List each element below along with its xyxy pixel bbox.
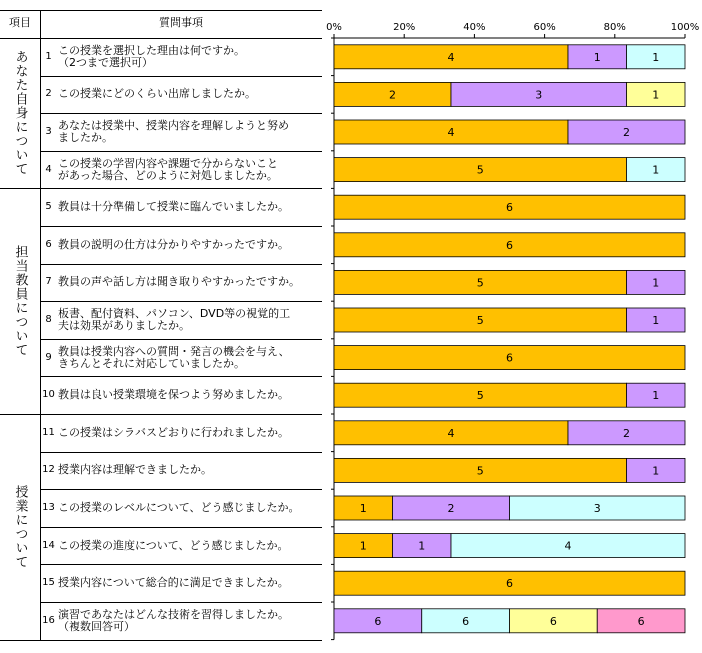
question-text: 演習であなたはどんな技術を習得しましたか。 （複数回答可） [58, 607, 289, 633]
bar-segment-label: 5 [476, 464, 484, 478]
bar-segment-label: 1 [593, 50, 601, 64]
question-text: 教員の説明の仕方は分かりやすかったですか。 [58, 237, 289, 251]
question-text: この授業の進度について、どう感じましたか。 [58, 538, 289, 552]
header-question: 質問事項 [159, 16, 203, 29]
question-number: 11 [42, 426, 55, 438]
bar-segment-label: 1 [418, 539, 426, 553]
question-text: この授業のレベルについて、どう感じましたか。 [58, 500, 300, 514]
question-number: 12 [42, 464, 55, 476]
question-number: 15 [42, 577, 55, 589]
bar-segment-label: 1 [652, 389, 660, 403]
question-number: 9 [45, 351, 52, 363]
bar-segment-label: 1 [652, 50, 660, 64]
question-text: 教員は十分準備して授業に臨んでいましたか。 [58, 200, 289, 214]
bar-segment-label: 1 [359, 502, 367, 515]
question-number: 6 [45, 238, 52, 250]
question-text: 教員は授業内容への質問・発言の機会を与え、 きちんとそれに対応していましたか。 [58, 344, 290, 370]
question-text: あなたは授業中、授業内容を理解しようと努め ましたか。 [58, 118, 289, 144]
question-number: 16 [42, 614, 55, 626]
question-number: 2 [45, 88, 52, 100]
bar-segment-label: 6 [506, 238, 513, 252]
bar-segment-label: 5 [476, 389, 484, 403]
bar-segment-label: 5 [476, 314, 484, 327]
bar-segment-label: 2 [389, 88, 396, 102]
x-tick-label: 100% [670, 22, 700, 33]
bar-segment-label: 6 [374, 614, 382, 628]
question-number: 10 [42, 389, 55, 401]
question-number: 14 [42, 539, 55, 551]
question-text: 授業内容は理解できましたか。 [58, 463, 212, 477]
question-text: この授業の学習内容や課題で分からないこと があった場合、どのように対処しましたか。 [58, 156, 278, 182]
category-label: あなた自身について [12, 50, 28, 177]
bar-segment-label: 1 [359, 539, 367, 553]
question-number: 1 [45, 50, 52, 62]
bar-segment-label: 4 [564, 539, 572, 553]
bar-segment-label: 4 [447, 126, 455, 139]
bar-segment-label: 3 [535, 88, 543, 102]
header-item: 項目 [9, 16, 31, 29]
question-number: 4 [45, 163, 52, 175]
bar-segment-label: 1 [652, 88, 660, 102]
x-tick-label: 40% [463, 22, 486, 33]
question-number: 8 [45, 313, 52, 325]
bar-segment-label: 4 [447, 50, 455, 64]
bar-segment-label: 5 [476, 163, 484, 177]
question-number: 3 [45, 125, 52, 137]
bar-segment-label: 6 [506, 201, 513, 215]
question-number: 7 [45, 276, 52, 288]
question-text: 授業内容について総合的に満足できましたか。 [58, 576, 289, 590]
bar-segment-label: 3 [593, 502, 601, 515]
question-text: この授業はシラバスどおりに行われましたか。 [58, 425, 289, 439]
bar-segment-label: 4 [447, 426, 455, 440]
bar-segment-label: 2 [447, 502, 455, 515]
bar-segment-label: 1 [652, 163, 660, 177]
question-number: 5 [45, 201, 52, 213]
question-text: 教員は良い授業環境を保つよう努めましたか。 [58, 388, 289, 402]
x-tick-label: 20% [393, 22, 416, 33]
category-label: 授業について [12, 484, 28, 569]
x-tick-label: 0% [326, 22, 342, 33]
question-number: 13 [42, 501, 55, 513]
bar-segment-label: 2 [623, 126, 630, 139]
question-text: 教員の声や話し方は聞き取りやすかったですか。 [58, 275, 300, 289]
bar-segment-label: 1 [652, 464, 660, 478]
bar-segment-label: 6 [637, 614, 645, 628]
x-tick-label: 80% [603, 22, 626, 33]
bar-segment-label: 1 [652, 276, 660, 290]
bar-segment-label: 5 [476, 276, 484, 290]
question-text: この授業を選択した理由は何ですか。 （2つまで選択可） [58, 43, 245, 69]
category-label: 担当教員について [12, 245, 28, 358]
bar-segment-label: 6 [462, 614, 470, 628]
bar-segment-label: 6 [506, 351, 513, 365]
bar-segment-label: 2 [623, 426, 630, 440]
question-text: 板書、配付資料、パソコン、DVD等の視覚的工 夫は効果がありましたか。 [58, 306, 291, 332]
bar-segment-label: 6 [506, 577, 513, 591]
x-tick-label: 60% [533, 22, 556, 33]
bar-segment-label: 1 [652, 314, 660, 327]
bar-segment-label: 6 [549, 614, 557, 628]
question-text: この授業にどのくらい出席しましたか。 [58, 87, 256, 101]
